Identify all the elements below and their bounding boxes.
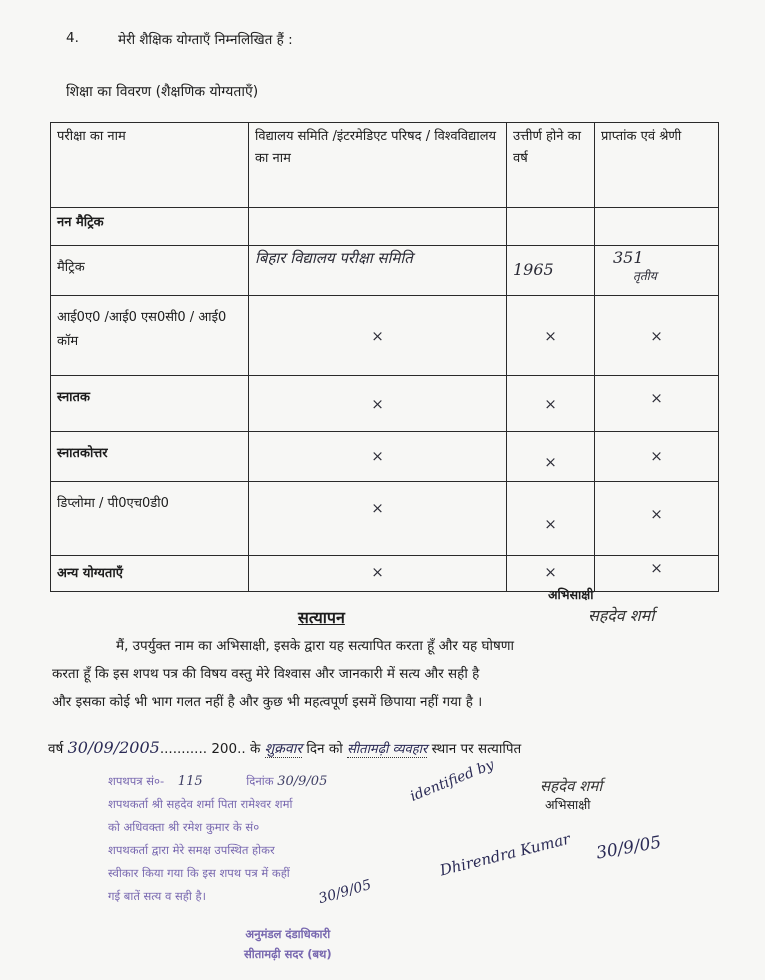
- verification-line-1: मैं, उपर्युक्त नाम का अभिसाक्षी, इसके द्वारा यह सत्यापित करता हूँ और यह घोषणा: [116, 638, 515, 654]
- cell-year: [507, 482, 595, 556]
- cross-mark: ×: [544, 453, 557, 471]
- cell-marks: [595, 208, 719, 246]
- cell-board: [249, 556, 507, 592]
- education-table: [50, 122, 719, 592]
- cross-mark: ×: [371, 327, 384, 345]
- stamp-affidavit-no: 115: [177, 774, 203, 789]
- date-mid: 200.. के: [211, 741, 261, 757]
- handwritten-marks: 351: [613, 248, 644, 267]
- cell-marks: [595, 556, 719, 592]
- cross-mark: ×: [650, 389, 663, 407]
- cell-exam: नन मैट्रिक: [51, 208, 249, 246]
- cell-exam: मैट्रिक: [51, 246, 249, 296]
- table-row: [51, 376, 719, 432]
- handwritten-year: 1965: [513, 260, 554, 279]
- advocate-identification: identified by: [408, 756, 497, 805]
- cross-mark: ×: [371, 563, 384, 581]
- cell-year: [507, 246, 595, 296]
- cross-mark: ×: [650, 327, 663, 345]
- deponent-label: अभिसाक्षी: [548, 587, 594, 602]
- cross-mark: ×: [650, 447, 663, 465]
- table-row: [51, 246, 719, 296]
- table-row: [51, 482, 719, 556]
- cross-mark: ×: [650, 559, 663, 577]
- deponent-signature-2: सहदेव शर्मा: [540, 777, 603, 795]
- cross-mark: ×: [544, 327, 557, 345]
- deponent-label-2: अभिसाक्षी: [545, 797, 591, 812]
- cell-board: [249, 482, 507, 556]
- cross-mark: ×: [650, 505, 663, 523]
- deponent-signature: सहदेव शर्मा: [588, 606, 655, 625]
- verification-title: सत्यापन: [298, 608, 345, 627]
- advocate-name: Dhirendra Kumar: [438, 829, 572, 880]
- header-marks: प्राप्तांक एवं श्रेणी: [595, 123, 719, 208]
- cell-year: [507, 208, 595, 246]
- stamp-line-4: शपथकर्ता द्वारा मेरे समक्ष उपस्थित होकर: [108, 843, 275, 857]
- stamp-line-5: स्वीकार किया गया कि इस शपथ पत्र में कहीं: [108, 866, 290, 880]
- cell-board: [249, 208, 507, 246]
- verification-line-2: करता हूँ कि इस शपथ पत्र की विषय वस्तु मेरे विश्वास और जानकारी में सत्य और सही है: [52, 666, 480, 682]
- cross-mark: ×: [371, 499, 384, 517]
- header-year: उत्तीर्ण होने का वर्ष: [507, 123, 595, 208]
- cross-mark: ×: [544, 395, 557, 413]
- table-row: [51, 556, 719, 592]
- section-number: 4.: [66, 30, 79, 46]
- stamp-line-6: गई बातें सत्य व सही है।: [108, 889, 206, 903]
- date-value: 30/09/2005: [67, 738, 160, 757]
- header-board: विद्यालय समिति /इंटरमेडिएट परिषद / विश्वविद्यालय का नाम: [249, 123, 507, 208]
- year-label: वर्ष: [48, 741, 64, 757]
- stamp-affidavit-no-label: शपथपत्र सं०-: [108, 774, 165, 788]
- place-suffix: स्थान पर सत्यापित: [431, 741, 522, 757]
- cell-board: [249, 296, 507, 376]
- handwritten-board: बिहार विद्यालय परीक्षा समिति: [255, 249, 413, 267]
- table-row: [51, 296, 719, 376]
- stamp-line-2: शपथकर्ता श्री सहदेव शर्मा पिता रामेश्वर शर्मा: [108, 797, 293, 811]
- handwritten-date-1: 30/9/05: [594, 832, 663, 864]
- cross-mark: ×: [544, 515, 557, 533]
- cell-year: [507, 376, 595, 432]
- cell-year: [507, 432, 595, 482]
- header-exam: परीक्षा का नाम: [51, 123, 249, 208]
- cell-marks: [595, 296, 719, 376]
- cell-board: [249, 432, 507, 482]
- table-row: [51, 208, 719, 246]
- cell-board: [249, 246, 507, 296]
- date-dots: ...........: [159, 741, 208, 757]
- stamp-footer-title: अनुमंडल दंडाधिकारी: [245, 927, 331, 941]
- stamp-line-3: को अधिवक्ता श्री रमेश कुमार के सं०: [108, 820, 260, 834]
- table-row: [51, 432, 719, 482]
- handwritten-division: तृतीय: [633, 269, 657, 283]
- cross-mark: ×: [371, 447, 384, 465]
- cell-year: [507, 296, 595, 376]
- din-ko: दिन को: [306, 741, 343, 757]
- stamp-date-label: दिनांक: [246, 774, 274, 788]
- cell-exam: स्नातक: [51, 376, 249, 432]
- subheading: शिक्षा का विवरण (शैक्षणिक योग्यताएँ): [66, 84, 259, 100]
- day-value: शुक्रवार: [264, 741, 303, 757]
- cross-mark: ×: [371, 395, 384, 413]
- cell-marks: [595, 482, 719, 556]
- cell-marks: [595, 246, 719, 296]
- place-value: सीतामढ़ी व्यवहार: [347, 742, 428, 757]
- handwritten-date-2: 30/9/05: [316, 876, 374, 908]
- section-heading: मेरी शैक्षिक योग्ताएँ निम्नलिखित हैं :: [118, 32, 293, 48]
- cell-exam: डिप्लोमा / पी0एच0डी0: [51, 482, 249, 556]
- stamp-date: 30/9/05: [277, 774, 328, 789]
- attestation-stamp: [108, 770, 327, 908]
- table-header-row: [51, 123, 719, 208]
- cell-exam: स्नातकोत्तर: [51, 432, 249, 482]
- cell-board: [249, 376, 507, 432]
- date-line: [48, 738, 718, 758]
- cross-mark: ×: [544, 563, 557, 581]
- cell-marks: [595, 376, 719, 432]
- cell-exam: अन्य योग्यताएँ: [51, 556, 249, 592]
- cell-exam: आई0ए0 /आई0 एस0सी0 / आई0 कॉम: [51, 296, 249, 376]
- verification-line-3: और इसका कोई भी भाग गलत नहीं है और कुछ भी महत्वपूर्ण इसमें छिपाया नहीं गया है ।: [52, 694, 483, 710]
- cell-marks: [595, 432, 719, 482]
- stamp-footer-place: सीतामढ़ी सदर (बथ): [244, 947, 332, 961]
- stamp-footer: [244, 924, 332, 964]
